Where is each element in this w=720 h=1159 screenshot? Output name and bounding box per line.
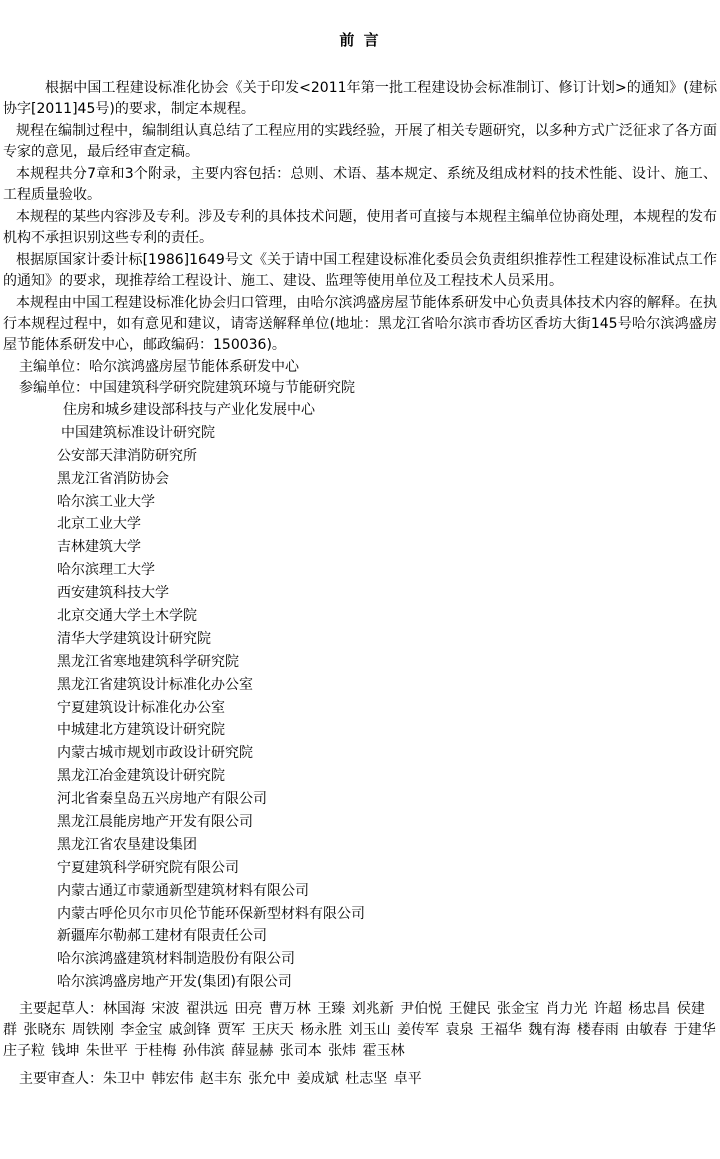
org-item: 宁夏建筑设计标准化办公室	[57, 699, 225, 716]
org-item: 内蒙古通辽市蒙通新型建筑材料有限公司	[57, 882, 309, 899]
page-title: 前 言	[339, 31, 381, 49]
org-item: 公安部天津消防研究所	[57, 447, 197, 464]
org-item: 黑龙江省消防协会	[57, 470, 169, 487]
document-page	[0, 30, 720, 1090]
org-item: 内蒙古呼伦贝尔市贝伦节能环保新型材料有限公司	[57, 905, 365, 922]
org-item: 哈尔滨工业大学	[57, 493, 155, 510]
participants-label: 参编单位：	[19, 380, 89, 396]
preface-paragraph: 本规程的某些内容涉及专利。涉及专利的具体技术问题，使用者可直接与本规程主编单位协商处理，本规程的发布机构不承担识别这些专利的责任。	[3, 209, 717, 246]
org-item: 中国建筑标准设计研究院	[61, 424, 215, 441]
preface-paragraphs	[3, 78, 717, 356]
chief-editor-value: 哈尔滨鸿盛房屋节能体系研发中心	[89, 359, 299, 375]
org-item: 黑龙江晨能房地产开发有限公司	[57, 814, 253, 831]
org-item: 住房和城乡建设部科技与产业化发展中心	[63, 402, 315, 418]
org-item: 中城建北方建筑设计研究院	[57, 722, 225, 739]
org-item: 北京交通大学土木学院	[57, 608, 197, 625]
chief-editor-label: 主编单位：	[19, 359, 89, 375]
org-list	[3, 399, 717, 994]
drafters-label: 主要起草人：	[19, 1001, 103, 1018]
org-item: 黑龙江省寒地建筑科学研究院	[57, 653, 239, 670]
org-item: 黑龙江省建筑设计标准化办公室	[57, 676, 253, 693]
org-item: 内蒙古城市规划市政设计研究院	[57, 745, 253, 762]
preface-paragraph: 本规程共分7章和3个附录，主要内容包括：总则、术语、基本规定、系统及组成材料的技术性能、设计、施工、工程质量验收。	[3, 166, 717, 203]
drafters-line	[3, 999, 717, 1062]
preface-paragraph: 根据中国工程建设标准化协会《关于印发<2011年第一批工程建设协会标准制订、修订计划>的通知》(建标协字[2011]45号)的要求，制定本规程。	[3, 80, 717, 117]
preface-paragraph: 根据原国家计委计标[1986]1649号文《关于请中国工程建设标准化委员会负责组织推荐性工程建设标准试点工作的通知》的要求，现推荐给工程设计、施工、建设、监理等使用单位及工程技术人员采用。	[3, 252, 717, 289]
org-item: 哈尔滨理工大学	[57, 562, 155, 579]
org-item: 吉林建筑大学	[57, 539, 141, 556]
chief-editor-line	[3, 357, 717, 378]
preface-paragraph: 本规程由中国工程建设标准化协会归口管理，由哈尔滨鸿盛房屋节能体系研发中心负责具体技术内容的解释。在执行本规程过程中，如有意见和建议，请寄送解释单位(地址：黑龙江省哈尔滨市香坊区香坊大街145号哈尔滨鸿盛房屋节能体系研发中心，邮政编码：150036)。	[3, 295, 717, 353]
participants-line	[3, 378, 717, 399]
org-item: 宁夏建筑科学研究院有限公司	[57, 859, 239, 876]
drafters-names: 林国海 宋波 翟洪远 田亮 曹万林 王臻 刘兆新 尹伯悦 王健民 张金宝 肖力光 许超 杨忠昌 侯建群 张晓东 周铁刚 李金宝 戚剑锋 贾军 王庆天 杨永胜 刘玉山 姜传军 袁泉 王福华 魏有海 楼春雨 由敏春 于建华 庄子粒 钱坤 朱世平 于桂梅 孙伟滨 薛显赫 张司本 张炜 霍玉林	[3, 1001, 716, 1060]
org-item: 新疆库尔勒郝工建材有限责任公司	[57, 928, 267, 945]
reviewers-names: 朱卫中 韩宏伟 赵丰东 张允中 姜成斌 杜志坚 卓平	[103, 1071, 422, 1088]
org-item: 哈尔滨鸿盛建筑材料制造股份有限公司	[57, 951, 295, 968]
org-item: 哈尔滨鸿盛房地产开发(集团)有限公司	[57, 974, 292, 991]
participants-first-org: 中国建筑科学研究院建筑环境与节能研究院	[89, 380, 355, 396]
org-item: 河北省秦皇岛五兴房地产有限公司	[57, 791, 267, 808]
org-item: 黑龙江省农垦建设集团	[57, 836, 197, 853]
org-item: 黑龙江冶金建筑设计研究院	[57, 768, 225, 785]
reviewers-line	[3, 1069, 717, 1090]
org-item: 西安建筑科技大学	[57, 585, 169, 602]
preface-paragraph: 规程在编制过程中，编制组认真总结了工程应用的实践经验，开展了相关专题研究，以多种方式广泛征求了各方面专家的意见，最后经审查定稿。	[3, 123, 717, 160]
org-item: 北京工业大学	[57, 516, 141, 533]
reviewers-label: 主要审查人：	[19, 1071, 103, 1088]
org-item: 清华大学建筑设计研究院	[57, 630, 211, 647]
